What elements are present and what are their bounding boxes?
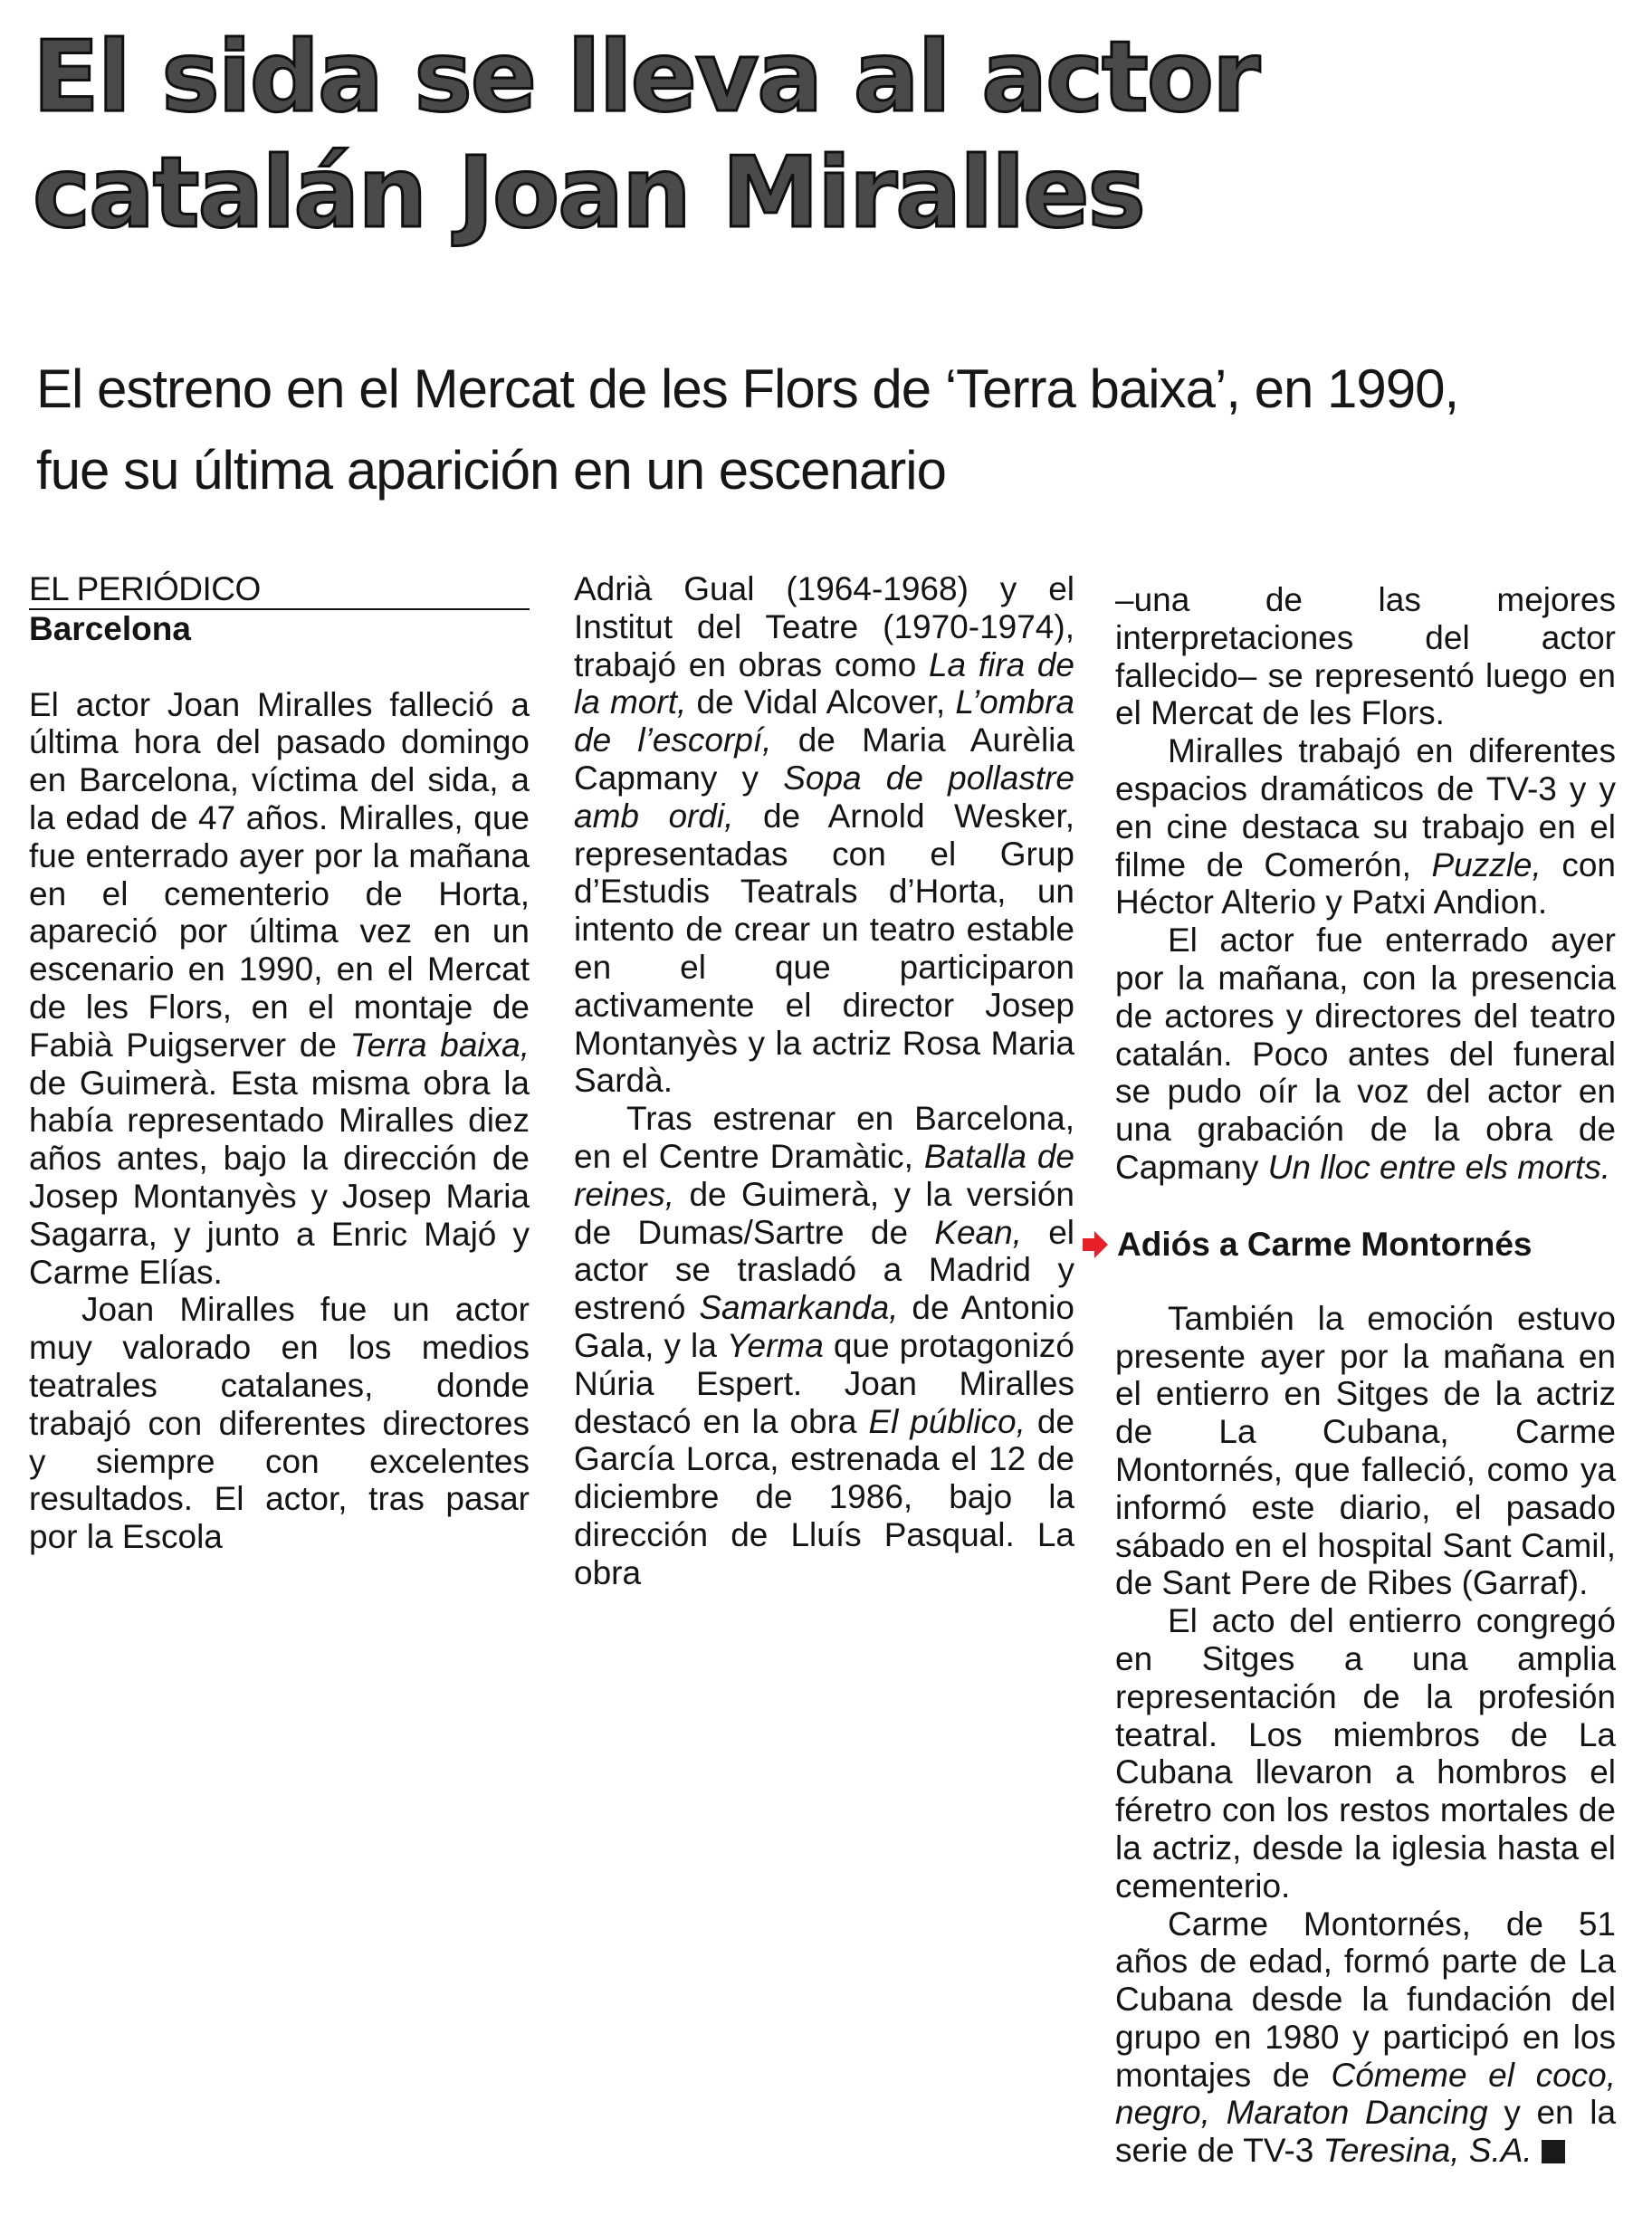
subhead-line-2: fue su última aparición en un escenario — [36, 440, 946, 501]
headline — [33, 20, 1626, 252]
headline-line-2: catalán Joan Miralles — [33, 137, 1144, 250]
dateline-location: Barcelona — [29, 609, 191, 647]
sidebar-paragraph-2: El acto del entierro congregó en Sitges a una amplia representación de la profesión teatral. Los miembros de La Cubana llevaron a hombros el féretro con los restos mortales de la actriz, desde la iglesia hasta el cementerio. — [1115, 1602, 1616, 1905]
sidebar-paragraph-3: Carme Montornés, de 51 años de edad, formó parte de La Cubana desde la fundación del grupo en 1980 y participó en los montajes de Cómeme el coco, negro, Maraton Dancing y en la serie de TV-3 Teresina, S.A. — [1115, 1905, 1617, 2170]
article-column-3 — [1115, 581, 1616, 2170]
red-arrow-icon — [1083, 1231, 1108, 1258]
article-column-1 — [29, 570, 530, 1556]
sidebar-paragraph-1: También la emoción estuvo presente ayer por la mañana en el entierro en Sitges de la actriz de La Cubana, Carme Montornés, que falleció, como ya informó este diario, el pasado sábado en el hospital Sant Camil, de Sant Pere de Ribes (Garraf). — [1115, 1299, 1616, 1602]
subheadline — [36, 349, 1629, 511]
body-paragraph-2: Joan Miralles fue un actor muy valorado en los medios teatrales catalanes, donde trabajó con diferentes directores y siempre con excelentes resultados. El actor, tras pasar por la Escola — [29, 1291, 530, 1556]
headline-line-1: El sida se lleva al actor — [33, 21, 1259, 134]
body-paragraph-5: El actor fue enterrado ayer por la mañana, con la presencia de actores y directores del teatro catalán. Poco antes del funeral se pudo oír la voz del actor en una grabación de la obra de Capmany Un lloc entre els morts. — [1115, 922, 1616, 1186]
sidebar-heading — [1083, 1226, 1616, 1264]
agency-byline: EL PERIÓDICO — [29, 570, 530, 610]
black-square-icon — [1542, 2140, 1565, 2163]
body-paragraph-2-cont: Adrià Gual (1964-1968) y el Institut del Teatre (1970-1974), trabajó en obras como La fira de la mort, de Vidal Alcover, L’ombra de l’escorpí, de Maria Aurèlia Capmany y Sopa de pollastre amb ordi, de Arnold Wesker, representadas con el Grup d’Estudis Teatrals d’Horta, un intento de crear un teatro estable en el que participaron activamente el director Josep Montanyès y la actriz Rosa Maria Sardà. — [574, 570, 1075, 1100]
subhead-line-1: El estreno en el Mercat de les Flors de ‘Terra baixa’, en 1990, — [36, 358, 1459, 419]
sidebar-title: Adiós a Carme Montornés — [1117, 1225, 1533, 1263]
article-column-2 — [574, 570, 1074, 1592]
body-paragraph-3-cont: –una de las mejores interpretaciones del actor fallecido– se representó luego en el Mercat de les Flors. — [1115, 581, 1616, 732]
body-paragraph-3: Tras estrenar en Barcelona, en el Centre Dramàtic, Batalla de reines, de Guimerà, y la versión de Dumas/Sartre de Kean, el actor se trasladó a Madrid y estrenó Samarkanda, de Antonio Gala, y la Yerma que protagonizó Núria Espert. Joan Miralles destacó en la obra El público, de García Lorca, estrenada el 12 de diciembre de 1986, bajo la dirección de Lluís Pasqual. La obra — [574, 1100, 1075, 1591]
body-paragraph-4: Miralles trabajó en diferentes espacios dramáticos de TV-3 y y en cine destaca su trabajo en el filme de Comerón, Puzzle, con Héctor Alterio y Patxi Andion. — [1115, 732, 1617, 922]
body-paragraph-1: El actor Joan Miralles falleció a última hora del pasado domingo en Barcelona, víctima del sida, a la edad de 47 años. Miralles, que fue enterrado ayer por la mañana en el cementerio de Horta, apareció por última vez en un escenario en 1990, en el Mercat de les Flors, en el montaje de Fabià Puigserver de Terra baixa, de Guimerà. Esta misma obra la había representado Miralles diez años antes, bajo la dirección de Josep Montanyès y Josep Maria Sagarra, y junto a Enric Majó y Carme Elías. — [29, 685, 530, 1291]
